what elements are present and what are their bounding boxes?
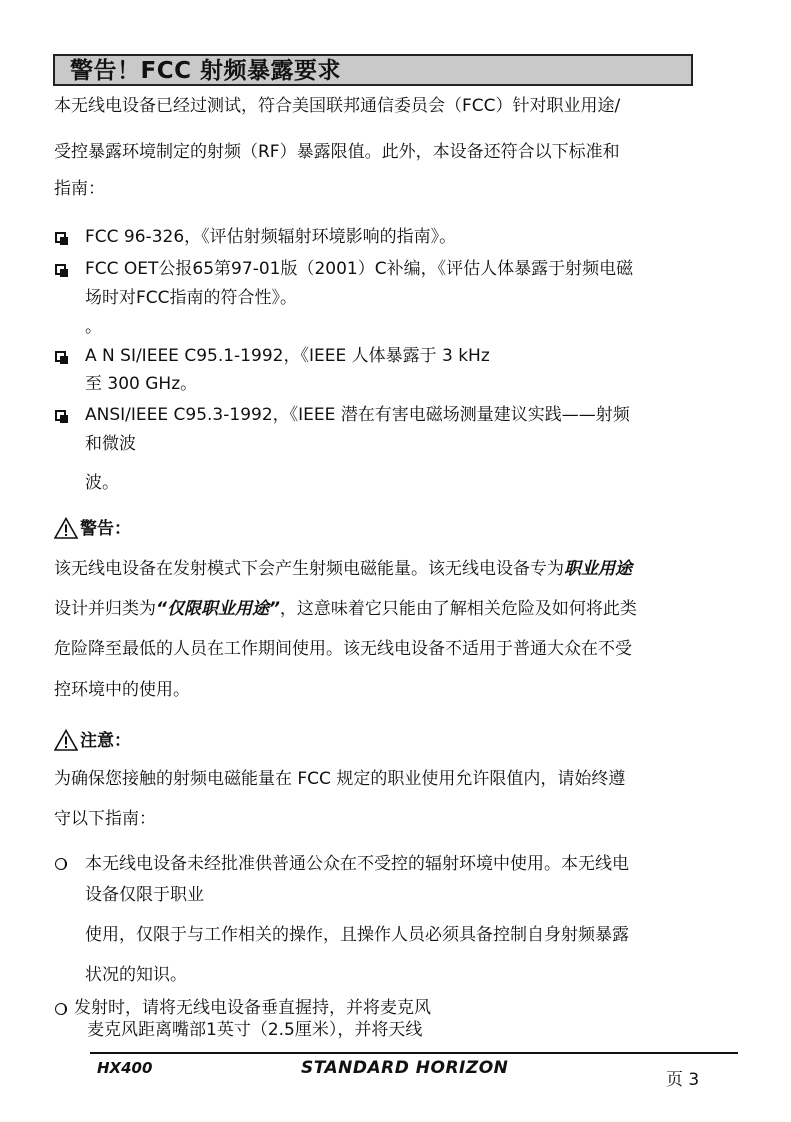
page-title: 警告！FCC 射频暴露要求 (70, 58, 341, 84)
list-item-continued: 。 (85, 317, 102, 337)
circle-bullet-icon (55, 1003, 67, 1015)
list-item-continued: 设备仅限于职业 (85, 885, 204, 905)
list-item: 发射时，请将无线电设备垂直握持，并将麦克风 (74, 998, 431, 1018)
list-item-continued: 使用，仅限于与工作相关的操作，且操作人员必须具备控制自身射频暴露 (85, 925, 629, 945)
emphasis-text: 职业用途 (564, 559, 632, 579)
square-bullet-icon (55, 351, 66, 362)
list-item: A N SI/IEEE C95.1-1992，《IEEE 人体暴露于 3 kHz (85, 346, 490, 366)
page-number: 页 3 (666, 1070, 700, 1090)
intro-line-2: 受控暴露环境制定的射频（RF）暴露限值。此外，本设备还符合以下标准和 (54, 142, 620, 162)
caution-line-1: 为确保您接触的射频电磁能量在 FCC 规定的职业使用允许限值内，请始终遵 (54, 769, 626, 789)
list-item-continued: 状况的知识。 (85, 965, 187, 985)
caution-icon (54, 729, 78, 751)
square-bullet-icon (55, 232, 66, 243)
warning-text: 该无线电设备在发射模式下会产生射频电磁能量。该无线电设备专为 (54, 559, 564, 579)
list-item: ANSI/IEEE C95.3-1992，《IEEE 潜在有害电磁场测量建议实践——射频 (85, 405, 630, 425)
footer-brand-logo: STANDARD HORIZON (301, 1058, 509, 1078)
square-bullet-icon (55, 410, 66, 421)
warning-text: ，这意味着它只能由了解相关危险及如何将此类 (279, 599, 637, 619)
warning-heading: 警告： (80, 519, 131, 539)
caution-line-2: 守以下指南： (54, 809, 156, 829)
warning-line-2 (54, 598, 637, 620)
warning-line-3: 危险降至最低的人员在工作期间使用。该无线电设备不适用于普通大众在不受 (54, 639, 632, 659)
intro-line-1: 本无线电设备已经过测试，符合美国联邦通信委员会（FCC）针对职业用途/ (54, 96, 621, 116)
warning-line-4: 控环境中的使用。 (54, 680, 190, 700)
circle-bullet-icon (55, 858, 67, 870)
square-bullet-icon (55, 264, 66, 275)
list-item: 本无线电设备未经批准供普通公众在不受控的辐射环境中使用。本无线电 (85, 854, 629, 874)
warning-icon (54, 517, 78, 539)
intro-line-3: 指南： (54, 179, 105, 199)
list-item-continued: 波。 (85, 473, 119, 493)
emphasis-text: “仅限职业用途” (156, 599, 280, 619)
footer-divider (90, 1052, 738, 1054)
list-item-continued: 麦克风距离嘴部1英寸（2.5厘米），并将天线 (87, 1020, 423, 1040)
list-item: FCC 96-326，《评估射频辐射环境影响的指南》。 (85, 227, 457, 247)
list-item: FCC OET公报65第97-01版（2001）C补编，《评估人体暴露于射频电磁 (85, 259, 634, 279)
warning-line-1 (54, 558, 632, 580)
section-title-box (53, 54, 693, 86)
list-item-continued: 和微波 (85, 434, 136, 454)
list-item-continued: 场时对FCC指南的符合性》。 (85, 288, 298, 308)
caution-heading: 注意： (80, 731, 131, 751)
list-item-continued: 至 300 GHz。 (85, 374, 198, 394)
footer-model: HX400 (97, 1059, 153, 1077)
warning-text: 设计并归类为 (54, 599, 156, 619)
